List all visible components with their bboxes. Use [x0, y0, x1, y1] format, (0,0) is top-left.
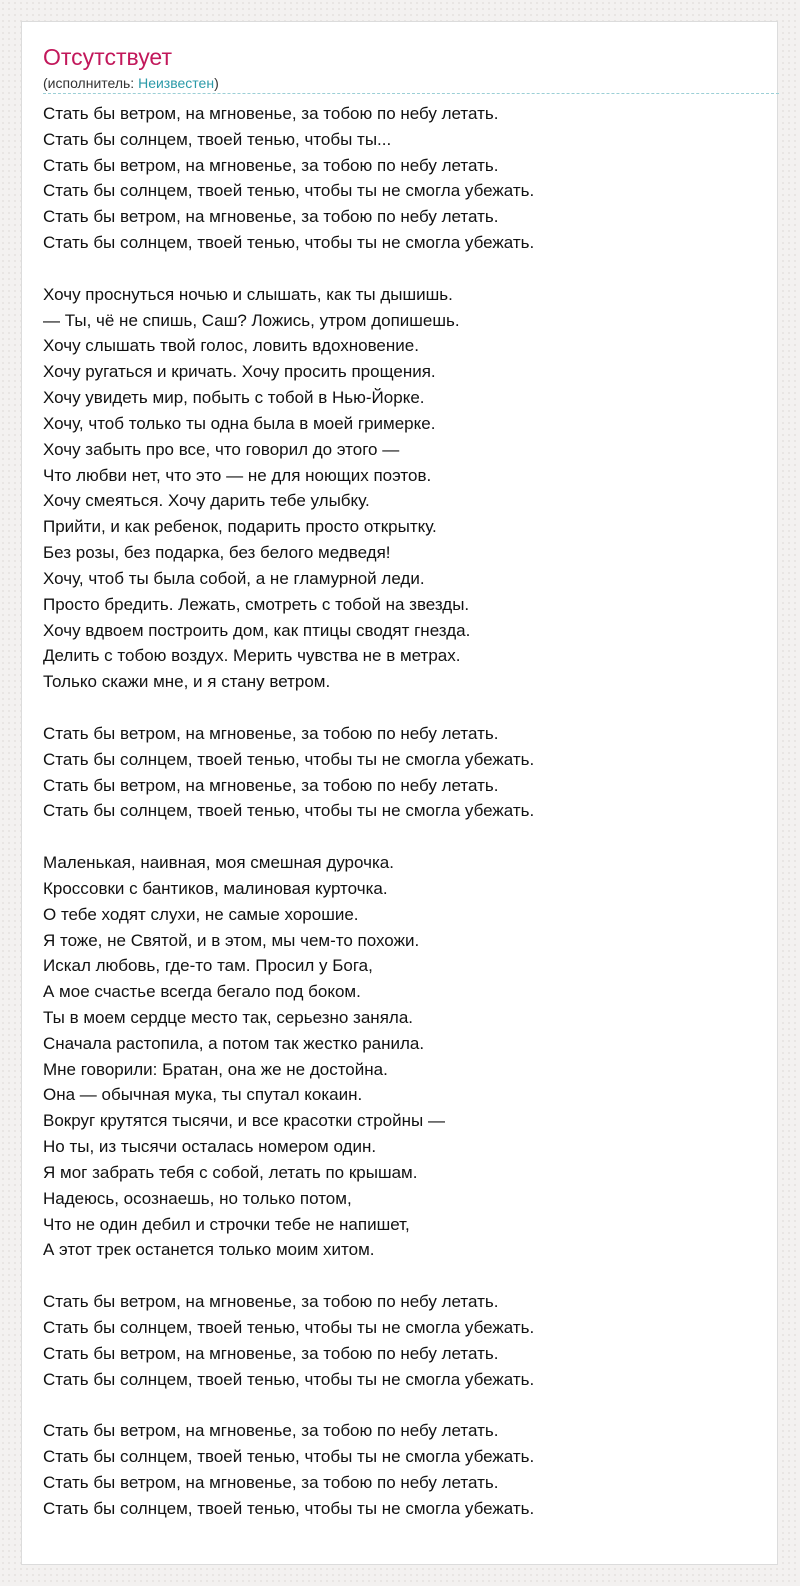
lyric-line: Стать бы солнцем, твоей тенью, чтобы ты не смогла убежать. [43, 1447, 535, 1467]
lyric-line: Маленькая, наивная, моя смешная дурочка. [43, 853, 394, 873]
lyric-line: Стать бы ветром, на мгновенье, за тобою по небу летать. [43, 1292, 499, 1312]
lyric-line: Стать бы ветром, на мгновенье, за тобою по небу летать. [43, 1343, 499, 1363]
lyric-line: Стать бы солнцем, твоей тенью, чтобы ты... [43, 129, 392, 149]
lyric-line: — Ты, чё не спишь, Саш? Ложись, утром допишешь. [43, 310, 460, 330]
lyric-line: Только скажи мне, и я стану ветром. [43, 672, 331, 692]
lyric-line: Ты в моем сердце место так, серьезно заняла. [43, 1007, 413, 1027]
lyrics-stanza [43, 1289, 763, 1392]
lyric-line: Стать бы ветром, на мгновенье, за тобою по небу летать. [43, 775, 499, 795]
artist-name-link[interactable]: Неизвестен [138, 75, 215, 91]
lyric-line: Стать бы ветром, на мгновенье, за тобою по небу летать. [43, 155, 499, 175]
lyrics-stanza [43, 850, 763, 1263]
header-divider [43, 93, 779, 94]
lyric-line: А этот трек останется только моим хитом. [43, 1240, 375, 1260]
lyric-line: Стать бы солнцем, твоей тенью, чтобы ты не смогла убежать. [43, 1369, 535, 1389]
artist-line [43, 74, 219, 92]
lyrics-card [21, 21, 778, 1565]
lyric-line: Делить с тобою воздух. Мерить чувства не в метрах. [43, 646, 461, 666]
lyric-line: Она — обычная мука, ты спутал кокаин. [43, 1085, 363, 1105]
lyric-line: Хочу забыть про все, что говорил до этого — [43, 439, 400, 459]
lyric-line: Что любви нет, что это — не для ноющих поэтов. [43, 465, 432, 485]
lyric-line: Хочу слышать твой голос, ловить вдохновение. [43, 336, 419, 356]
lyric-line: Хочу увидеть мир, побыть с тобой в Нью-Йорке. [43, 388, 425, 408]
lyric-line: Хочу, чтоб только ты одна была в моей гримерке. [43, 413, 436, 433]
lyric-line: Что не один дебил и строчки тебе не напишет, [43, 1214, 410, 1234]
lyric-line: Стать бы ветром, на мгновенье, за тобою по небу летать. [43, 723, 499, 743]
lyric-line: Хочу вдвоем построить дом, как птицы сводят гнезда. [43, 620, 471, 640]
lyric-line: Стать бы солнцем, твоей тенью, чтобы ты не смогла убежать. [43, 749, 535, 769]
artist-prefix: (исполнитель: [43, 75, 139, 91]
lyric-line: Стать бы солнцем, твоей тенью, чтобы ты не смогла убежать. [43, 181, 535, 201]
lyric-line: Вокруг крутятся тысячи, и все красотки стройны — [43, 1111, 445, 1131]
lyric-line: Но ты, из тысячи осталась номером один. [43, 1137, 377, 1157]
lyric-line: Стать бы ветром, на мгновенье, за тобою по небу летать. [43, 104, 499, 123]
lyric-line: О тебе ходят слухи, не самые хорошие. [43, 904, 359, 924]
lyrics-stanza [43, 101, 763, 256]
lyrics-stanza [43, 1418, 763, 1521]
lyric-line: Сначала растопила, а потом так жестко ранила. [43, 1033, 425, 1053]
lyric-line: Хочу смеяться. Хочу дарить тебе улыбку. [43, 491, 370, 511]
lyric-line: Стать бы ветром, на мгновенье, за тобою по небу летать. [43, 207, 499, 227]
lyric-line: Надеюсь, осознаешь, но только потом, [43, 1188, 352, 1208]
lyric-line: Хочу проснуться ночью и слышать, как ты дышишь. [43, 284, 453, 304]
lyrics-stanza [43, 282, 763, 695]
lyric-line: Кроссовки с бантиков, малиновая курточка. [43, 878, 388, 898]
lyric-line: Стать бы солнцем, твоей тенью, чтобы ты не смогла убежать. [43, 233, 535, 253]
song-title: Отсутствует [43, 44, 172, 70]
lyric-line: Стать бы солнцем, твоей тенью, чтобы ты не смогла убежать. [43, 1498, 535, 1518]
lyric-line: Без розы, без подарка, без белого медведя! [43, 543, 391, 563]
lyric-line: А мое счастье всегда бегало под боком. [43, 982, 361, 1002]
lyric-line: Хочу, чтоб ты была собой, а не гламурной леди. [43, 568, 425, 588]
lyric-line: Просто бредить. Лежать, смотреть с тобой на звезды. [43, 594, 470, 614]
lyric-line: Стать бы солнцем, твоей тенью, чтобы ты не смогла убежать. [43, 801, 535, 821]
lyric-line: Хочу ругаться и кричать. Хочу просить прощения. [43, 362, 436, 382]
lyric-line: Я мог забрать тебя с собой, летать по крышам. [43, 1162, 418, 1182]
lyric-line: Мне говорили: Братан, она же не достойна. [43, 1059, 388, 1079]
artist-suffix: ) [214, 75, 219, 91]
lyric-line: Стать бы ветром, на мгновенье, за тобою по небу летать. [43, 1472, 499, 1492]
lyrics-body [43, 101, 763, 1547]
lyric-line: Стать бы ветром, на мгновенье, за тобою по небу летать. [43, 1421, 499, 1441]
lyric-line: Искал любовь, где-то там. Просил у Бога, [43, 956, 373, 976]
lyric-line: Стать бы солнцем, твоей тенью, чтобы ты не смогла убежать. [43, 1317, 535, 1337]
lyrics-stanza [43, 721, 763, 824]
lyric-line: Я тоже, не Святой, и в этом, мы чем-то похожи. [43, 930, 420, 950]
lyric-line: Прийти, и как ребенок, подарить просто открытку. [43, 517, 437, 537]
